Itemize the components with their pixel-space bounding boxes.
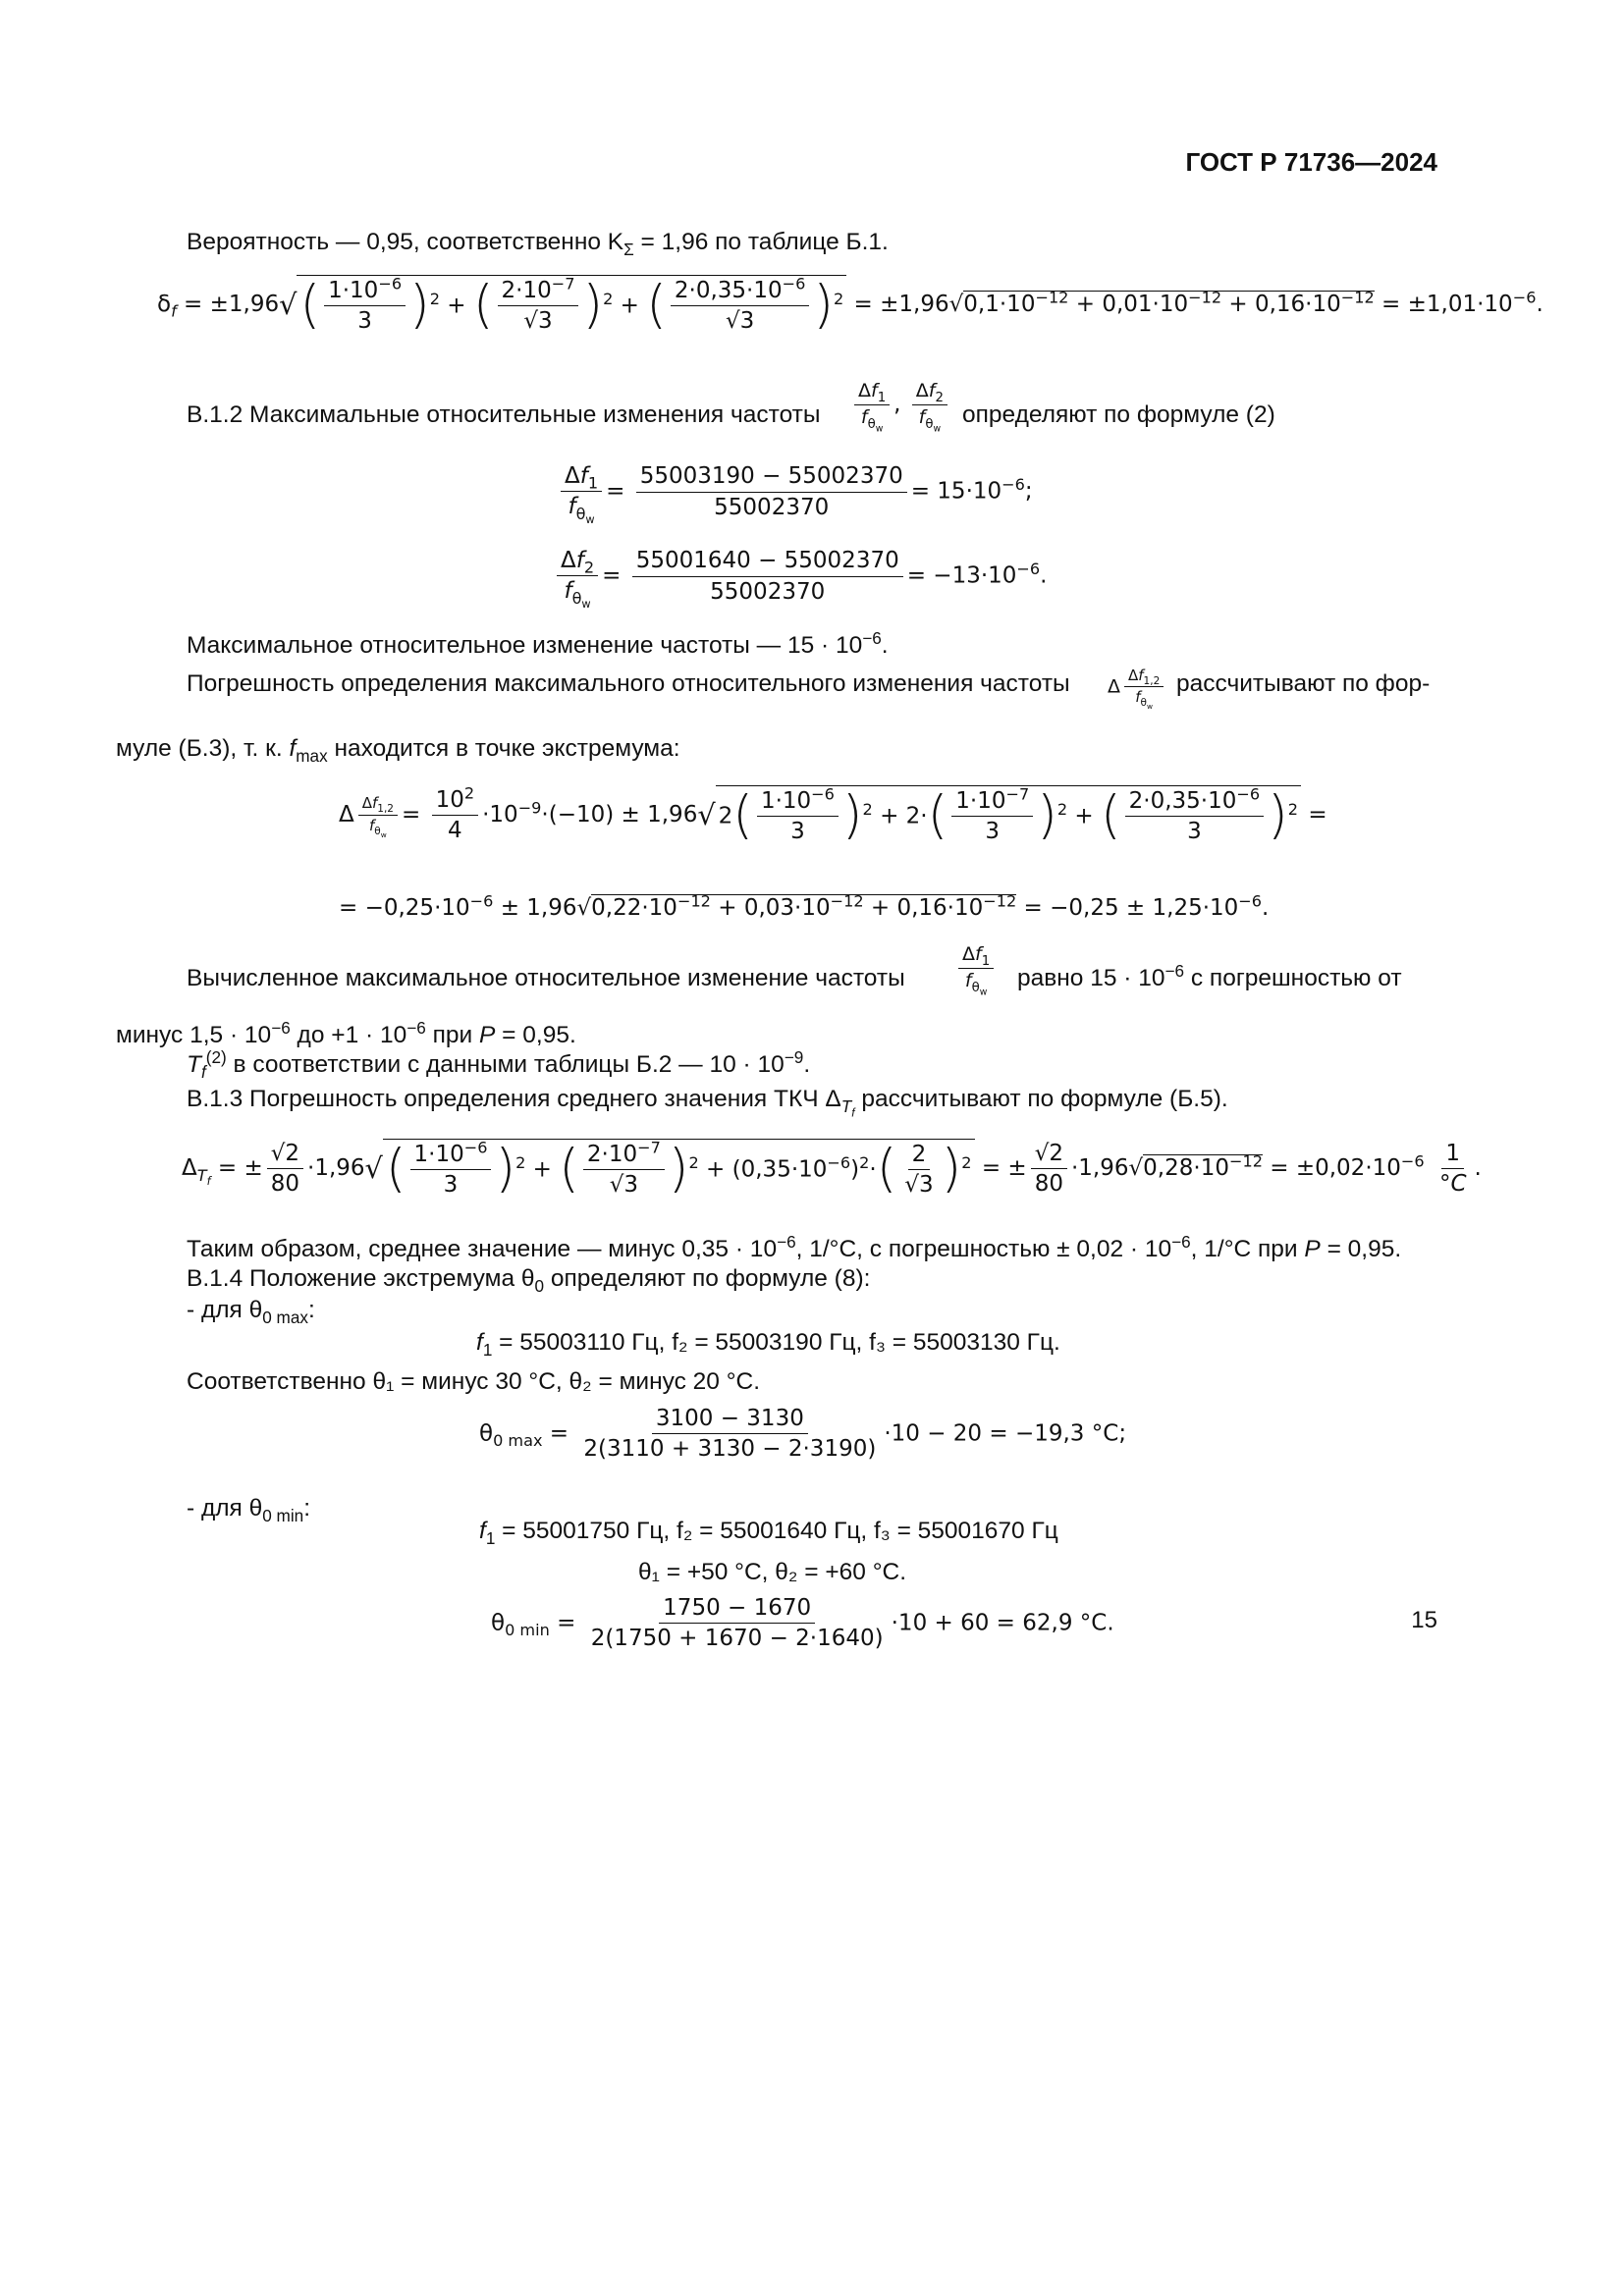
formula-delta-f: $\delta_f = \pm 1,96√$( $\frac{1\cdot 10^{-6}}{3}$ )$^2$ + ( $\frac{2\cdot 10^{-7}}{√3}$ )$^2$ + ( $\frac{2\cdot 0,35\cdot 10^{-6}}{√3}$ )$^2 = \pm 1,96√0,1\cdot 10^{-12} + 0,01\cdot 10^{-12} + 0,16\cdot 10^{-12} = \pm 1,01\cdot 10^{-6}$. (157, 274, 1543, 336)
page-number: 15 (1411, 1607, 1437, 1633)
error-max-line1-tail: рассчитывают по фор- (1176, 670, 1431, 697)
tf-line: $T_f^{(2)}$ в соответствии с данными таблицы Б.2 — $10 \cdot 10^{-9}$. (187, 1046, 811, 1082)
error-max-line1: Погрешность определения максимального относительного изменения частоты (187, 670, 1070, 697)
document-code: ГОСТ Р 71736—2024 (1185, 147, 1437, 177)
formula-theta-max: $\theta_{0 max}$ = $\frac{3100 - 3130}{2(3110 + 3130 - 2\cdot 3190)}$ ·10 − 20 = −19,3 °C; (479, 1406, 1127, 1463)
max-relative-change: Максимальное относительное изменение частоты — $15 \cdot 10^{-6}$. (187, 627, 889, 659)
formula-df2: $\Delta f_2$ $f_{\theta_w}$ = $\frac{55001640 - 55002370}{55002370}$ = $-13\cdot 10^{-6}$. (553, 548, 1047, 605)
formula-theta-min: $\theta_{0 min}$ = $\frac{1750 - 1670}{2(1750 + 1670 - 2\cdot 1640)}$ ·10 + 60 = 62,9 °C. (491, 1595, 1114, 1652)
delta-df12-symbol: Δ $\Delta f_{1,2}$ $f_{\theta_w}$ (1108, 667, 1167, 707)
formula-df1: $\Delta f_1$ $f_{\theta_w}$ = $\frac{55003190 - 55002370}{55002370}$ = $15\cdot 10^{-6}$; (557, 463, 1033, 520)
formula-delta-tf: $\Delta_{T_f}$ = ± $\frac{√2}{80}$ ·1,96√( $\frac{1\cdot 10^{-6}}{3}$ )$^2$ + ( $\frac{2\cdot 10^{-7}}{√3}$ )$^2 + (0,35\cdot 10^{-6})^2\cdot$( $\frac{2}{√3}$ )$^2$ = ± $\frac{√2}{80}$ $\cdot 1,96√0,28\cdot 10^{-12} = \pm 0,02\cdot 10^{-6}$ $\frac{1}{^\circ C}$ . (182, 1138, 1482, 1200)
accordingly-line: Соответственно θ₁ = минус 30 °C, θ₂ = минус 20 °C. (187, 1368, 761, 1395)
probability-line: Вероятность — 0,95, соответственно $K_\Sigma = 1,96$ по таблице Б.1. (187, 229, 889, 259)
theta-min-values: θ₁ = +50 °C, θ₂ = +60 °C. (638, 1559, 907, 1585)
section-b12-tail: определяют по формуле (2) (962, 401, 1275, 428)
section-b14: В.1.4 Положение экстремума $\theta_0$ определяют по формуле (8): (187, 1265, 871, 1296)
frac-df1-fw: $\Delta f_1$ $f_{\theta_w}$ (954, 944, 998, 992)
section-b12: В.1.2 Максимальные относительные изменения частоты (187, 401, 821, 428)
formula-delta-max-2: = $-0,25\cdot 10^{-6} \pm 1,96√0,22\cdot 10^{-12} + 0,03\cdot 10^{-12} + 0,16\cdot 10^{-12} = -0,25 \pm 1,25\cdot 10^{-6}$. (339, 891, 1270, 921)
freq-min-line: $f_1 = 55001750$ Гц, f₂ = 55001640 Гц, f₃ = 55001670 Гц (479, 1518, 1058, 1548)
calc-line1: Вычисленное максимальное относительное изменение частоты (187, 965, 905, 991)
calc-line1-tail: равно $15 \cdot 10^{-6}$ с погрешностью от (1017, 960, 1402, 991)
for-theta-max: - для $\theta_{0 max}$: (187, 1297, 315, 1327)
formula-delta-max: Δ $\Delta f_{1,2}$ $f_{\theta_w}$ = $\frac{10^2}{4}$ $\cdot 10^{-9}\cdot(-10) \pm 1,96√$ 2( $\frac{1\cdot 10^{-6}}{3}$ )$^2$ + 2·( $\frac{1\cdot 10^{-7}}{3}$ )$^2$ + ( $\frac{2\cdot 0,35\cdot 10^{-6}}{3}$ )$^2$ = (339, 782, 1327, 846)
error-max-line2: муле (Б.3), т. к. $f_{max}$ находится в точке экстремума: (116, 735, 680, 766)
freq-max-line: $f_1 = 55003110$ Гц, f₂ = 55003190 Гц, f₃ = 55003130 Гц. (476, 1329, 1060, 1360)
for-theta-min: - для $\theta_{0 min}$: (187, 1495, 310, 1525)
frac-df1-df2: $\Delta f_1$ $f_{\theta_w}$ , $\Delta f_2$ $f_{\theta_w}$ (850, 381, 951, 429)
mean-value-line: Таким образом, среднее значение — минус $0,35 \cdot 10^{-6}$, 1/°C, с погрешностью ± $0,02 \cdot 10^{-6}$, 1/°C при P = 0,95. (187, 1231, 1402, 1262)
calc-line2: минус $1,5 \cdot 10^{-6}$ до $+1 \cdot 10^{-6}$ при P = 0,95. (116, 1017, 576, 1048)
section-b13: В.1.3 Погрешность определения среднего значения ТКЧ $\Delta_{T_f}$ рассчитывают по формуле (Б.5). (187, 1086, 1228, 1120)
